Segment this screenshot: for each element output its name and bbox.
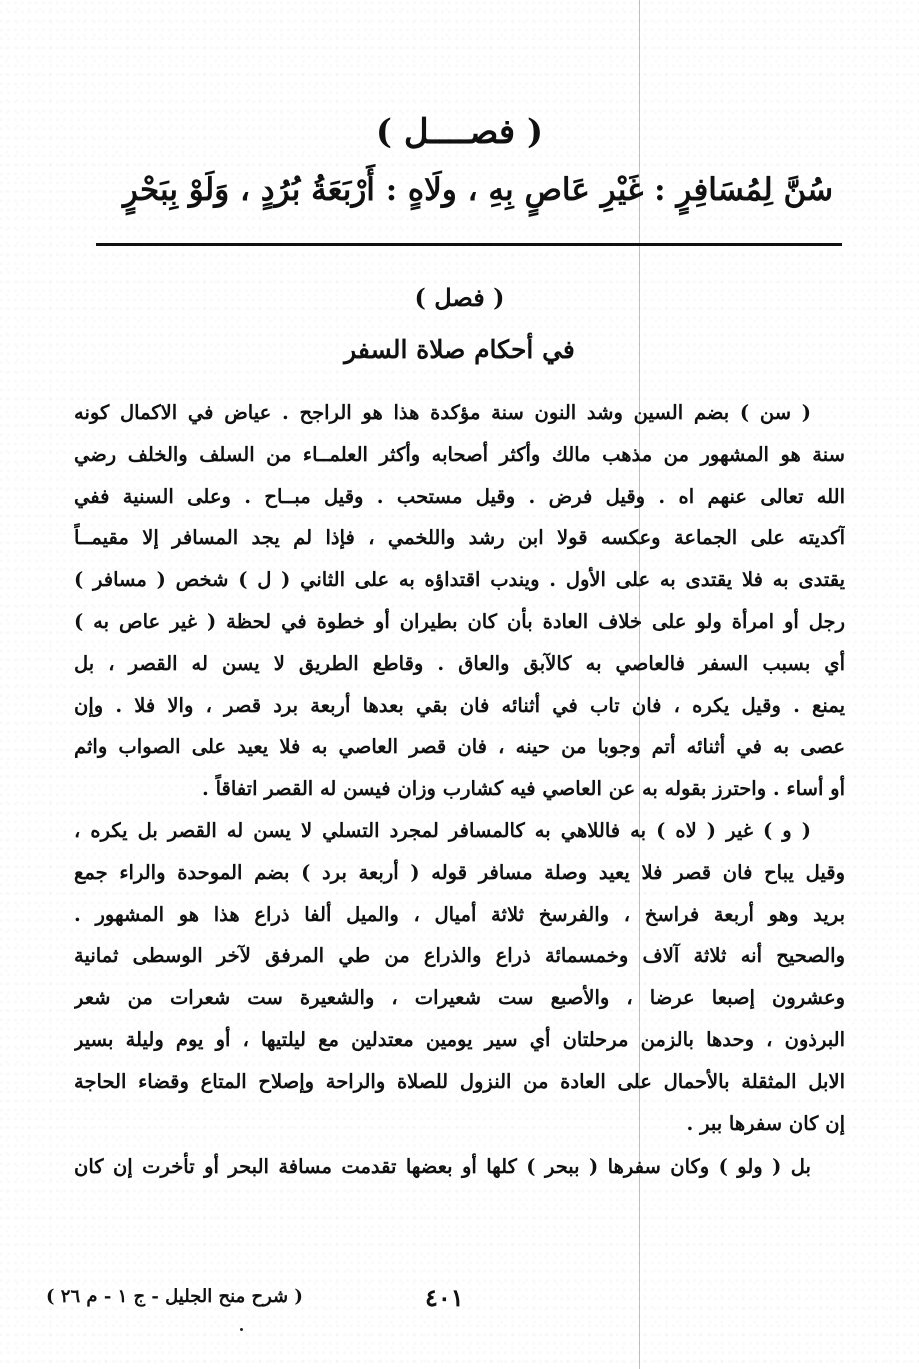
text-line: بل ( ولو ) وكان سفرها ( ببحر ) كلها أو بعضها تقدمت مسافة البحر أو تأخرت إن كان [74, 1155, 811, 1179]
commentary-section-topic: في أحكام صلاة السفر [344, 335, 575, 364]
text-line: يقتدى به فلا يقتدى به على الأول . ويندب اقتداؤه به على الثاني ( ل ) شخص ( مسافر ) [74, 568, 845, 592]
header-divider-rule [96, 243, 842, 246]
commentary-section-heading: ( فصل ) [414, 283, 505, 312]
text-line: الله تعالى عنهم اه . وقيل فرض . وقيل مستحب . وقيل مبــاح . وعلى السنية ففي [74, 484, 845, 508]
book-reference: ( شرح منح الجليل - ج ١ - م ٢٦ ) [46, 1286, 303, 1307]
text-line: والصحيح أنه ثلاثة آلاف وخمسمائة ذراع والذراع من طي المرفق لآخر الوسطى ثمانية [74, 944, 845, 968]
text-line: ( و ) غير ( لاه ) به فاللاهي به كالمسافر لمجرد التسلي لا يسن له القصر بل يكره ، [74, 818, 811, 842]
matn-text-line: سُنَّ لِمُسَافِرٍ : غَيْرِ عَاصٍ بِهِ ، ولَاهٍ : أَرْبَعَةُ بُرُدٍ ، وَلَوْ بِبَحْرٍ [122, 172, 834, 208]
scan-speck [240, 1328, 243, 1331]
text-line: ( سن ) بضم السين وشد النون سنة مؤكدة هذا هو الراجح . عياض في الاكمال كونه [74, 401, 811, 424]
text-line: يمنع . وقيل يكره ، فان تاب في أثنائه فان بقي بعدها أربعة برد قصر ، والا فلا . وإن [74, 693, 845, 717]
text-line: رجل أو امرأة ولو على خلاف العادة بأن كان بطيران أو خطوة في لحظة ( غير عاص به ) [74, 609, 845, 633]
text-line: عصى به في أثنائه أتم وجوبا من حينه ، فان قصر العاصي به فلا يعيد على الصواب واثم [74, 735, 845, 759]
text-line: وعشرون إصبعا عرضا ، والأصبع ست شعيرات ، والشعيرة ست شعرات من شعر [74, 986, 845, 1010]
text-line: آكديته على الجماعة وعكسه قولا ابن رشد واللخمي ، فإذا لم يجد المسافر إلا مقيمــاً [74, 526, 845, 550]
commentary-body [74, 392, 845, 1188]
text-line: بريد وهو أربعة فراسخ ، والفرسخ ثلاثة أميال ، والميل ألفا ذراع هذا هو المشهور . [74, 902, 845, 926]
text-line: إن كان سفرها ببر . [686, 1111, 845, 1135]
text-line: البرذون ، وحدها بالزمن مرحلتان أي سير يومين معتدلين مع ليلتيها ، أو يوم وليلة بسير [74, 1027, 845, 1051]
text-line: وقيل يباح فان قصر فلا يعيد وصلة مسافر قوله ( أربعة برد ) بضم الموحدة والراء جمع [74, 860, 845, 884]
text-line: الابل المثقلة بالأحمال على العادة من النزول للصلاة والراحة وإصلاح المتاع وقضاء الحاجة [74, 1069, 845, 1093]
text-line: سنة هو المشهور من مذهب مالك وأكثر أصحابه وأكثر العلمــاء من السلف والخلف رضي [74, 442, 845, 466]
page-footer [0, 1283, 919, 1313]
text-line: أو أساء . واحترز بقوله به عن العاصي فيه كشارب وزان فيسن له القصر اتفاقاً . [202, 777, 845, 801]
text-line: أي بسبب السفر فالعاصي به كالآبق والعاق . وقاطع الطريق لا يسن له القصر ، بل [74, 651, 845, 675]
page-number: ٤٠١ [425, 1283, 464, 1312]
matn-section-heading: ( فصــــل ) [375, 112, 544, 152]
